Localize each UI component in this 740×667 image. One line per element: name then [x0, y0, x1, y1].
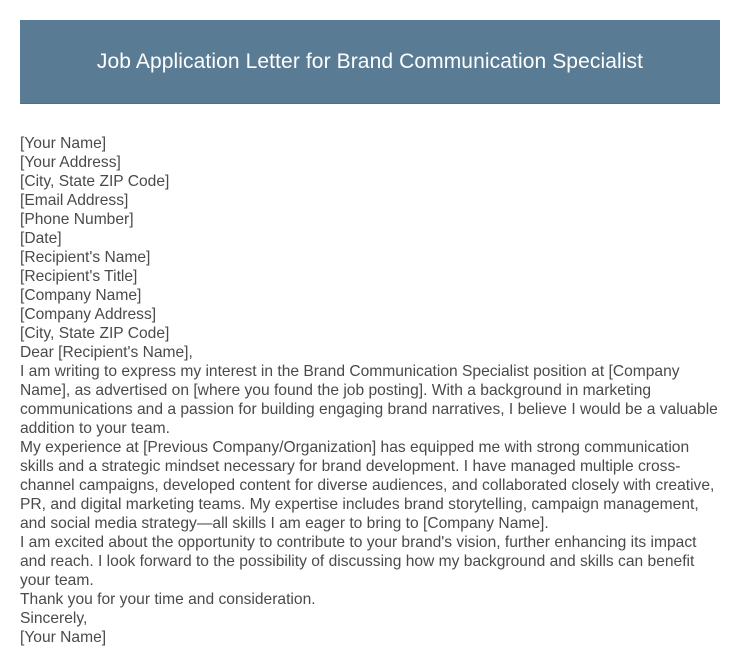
- paragraph-intro: I am writing to express my interest in the Brand Communication Specialist position at [Company Name], as advertised on [where you found the job posting]. With a background in marketing communications and a passion for building engaging brand narratives, I believe I would be a valuable addition to your team.: [20, 363, 718, 437]
- sender-email: [Email Address]: [20, 192, 129, 209]
- page-title: Job Application Letter for Brand Communication Specialist: [96, 49, 644, 73]
- paragraph-experience: My experience at [Previous Company/Organization] has equipped me with strong communication skills and a strategic mindset necessary for brand development. I have managed multiple cross-channel campaigns, developed content for diverse audiences, and collaborated closely with creative, PR, and digital marketing teams. My expertise includes brand storytelling, campaign management, and social media strategy—all skills I am eager to bring to [Company Name].: [20, 439, 715, 532]
- sender-address: [Your Address]: [20, 154, 121, 171]
- recipient-city-state-zip: [City, State ZIP Code]: [20, 325, 170, 342]
- page-header: [20, 20, 720, 104]
- letter-date: [Date]: [20, 230, 62, 247]
- sender-city-state-zip: [City, State ZIP Code]: [20, 173, 170, 190]
- sender-phone: [Phone Number]: [20, 211, 134, 228]
- closing: Sincerely,: [20, 610, 88, 627]
- recipient-name: [Recipient's Name]: [20, 249, 151, 266]
- paragraph-excitement: I am excited about the opportunity to contribute to your brand's vision, further enhancing its impact and reach. I look forward to the possibility of discussing how my background and skills can benefit your team.: [20, 534, 697, 589]
- letter-body: [20, 134, 720, 647]
- paragraph-thanks: Thank you for your time and consideration.: [20, 591, 316, 608]
- sender-name: [Your Name]: [20, 135, 107, 152]
- recipient-title: [Recipient's Title]: [20, 268, 138, 285]
- recipient-address: [Company Address]: [20, 306, 157, 323]
- signature: [Your Name]: [20, 629, 107, 646]
- recipient-company: [Company Name]: [20, 287, 142, 304]
- salutation: Dear [Recipient's Name],: [20, 344, 193, 361]
